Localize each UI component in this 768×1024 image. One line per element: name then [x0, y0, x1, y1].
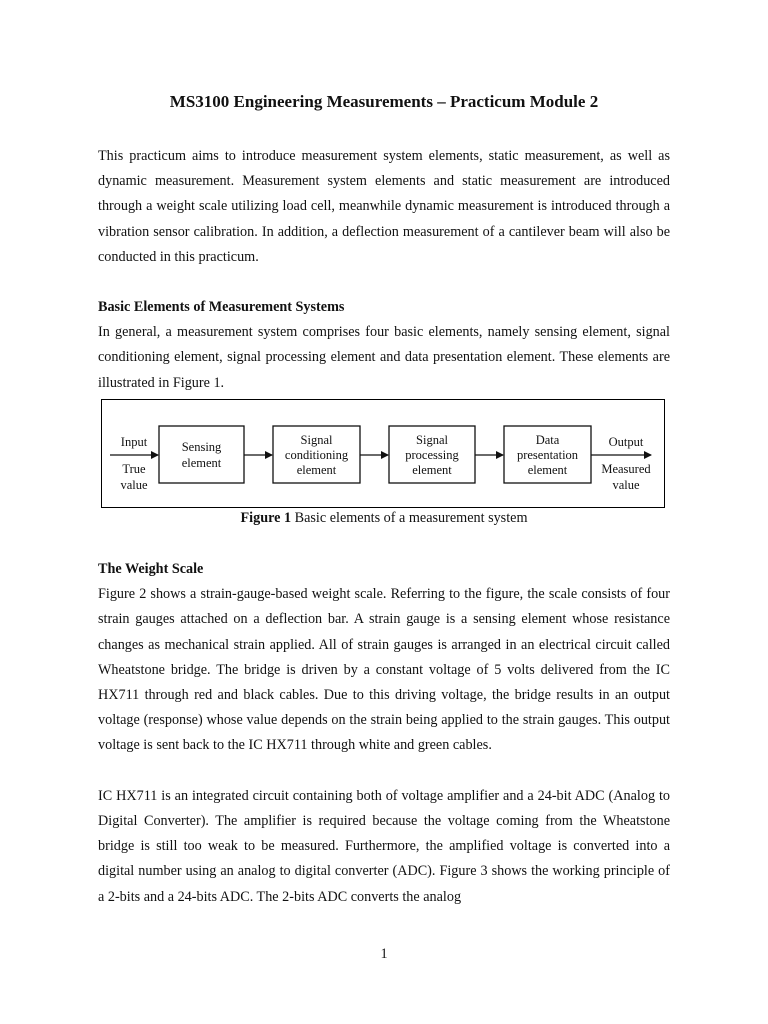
input-value-label: value — [120, 478, 148, 492]
block-2-line2: conditioning — [284, 448, 349, 462]
output-label: Output — [608, 435, 644, 449]
caption-text: Basic elements of a measurement system — [291, 510, 528, 526]
input-label: Input — [120, 435, 148, 449]
section-heading: The Weight Scale — [98, 561, 204, 577]
section-body: Figure 2 shows a strain-gauge-based weight scale. Referring to the figure, the scale consists of four strain gauges attached on a deflection bar. A strain gauge is a sensing element whose resistance changes as mechanical strain applied. All of strain gauges is arranged in an electrical circuit called Wheatstone bridge. The bridge is driven by a constant voltage of 5 volts delivered from the IC HX711 through red and black cables. Due to this driving voltage, the bridge results in an output voltage (response) whose value depends on the strain being applied to the strain gauges. This output voltage is sent back to the IC HX711 through white and green cables. — [98, 586, 670, 754]
block-4-line3: element — [527, 463, 568, 477]
block-4-line2: presentation — [516, 448, 579, 462]
figure-1-caption — [0, 510, 768, 527]
block-1-line2: element — [181, 456, 222, 470]
figure-1-box — [101, 399, 665, 508]
section-basic-elements — [98, 295, 670, 396]
page-number: 1 — [380, 946, 388, 962]
caption-label: Figure 1 — [240, 510, 292, 526]
section-weight-scale — [98, 557, 670, 910]
section-body: In general, a measurement system comprises four basic elements, namely sensing element, signal conditioning element, signal processing element and data presentation element. These elements are illustrated in Figure 1. — [98, 324, 670, 391]
section-body-2: IC HX711 is an integrated circuit containing both of voltage amplifier and a 24-bit ADC (Analog to Digital Converter). The amplifier is required because the voltage coming from the Wheatstone bridge is still too weak to be measured. Furthermore, the amplified voltage is converted into a digital number using an analog to digital converter (ADC). Figure 3 shows the working principle of a 2-bits and a 24-bits ADC. The 2-bits ADC converts the analog — [98, 787, 670, 905]
output-value-label: value — [612, 478, 640, 492]
sensing-element-block — [159, 426, 244, 483]
block-3-line3: element — [412, 463, 452, 477]
block-3-line2: processing — [405, 448, 459, 462]
block-4-line1: Data — [535, 433, 560, 447]
block-2-line3: element — [296, 463, 337, 477]
block-2-line1: Signal — [300, 433, 333, 447]
block-3-line1: Signal — [416, 433, 448, 447]
output-measured-label: Measured — [601, 462, 651, 476]
section-heading: Basic Elements of Measurement Systems — [98, 299, 345, 315]
intro-paragraph: This practicum aims to introduce measurement system elements, static measurement, as well as dynamic measurement. Measurement system elements and static measurement are introduced through a weight scale utilizing load cell, meanwhile dynamic measurement is introduced through a vibration sensor calibration. In addition, a deflection measurement of a cantilever beam will also be conducted in this practicum. — [98, 148, 670, 265]
block-1-line1: Sensing — [181, 440, 222, 454]
input-true-label: True — [122, 462, 146, 476]
document-title: MS3100 Engineering Measurements – Practicum Module 2 — [169, 92, 599, 111]
block-diagram — [102, 400, 666, 509]
